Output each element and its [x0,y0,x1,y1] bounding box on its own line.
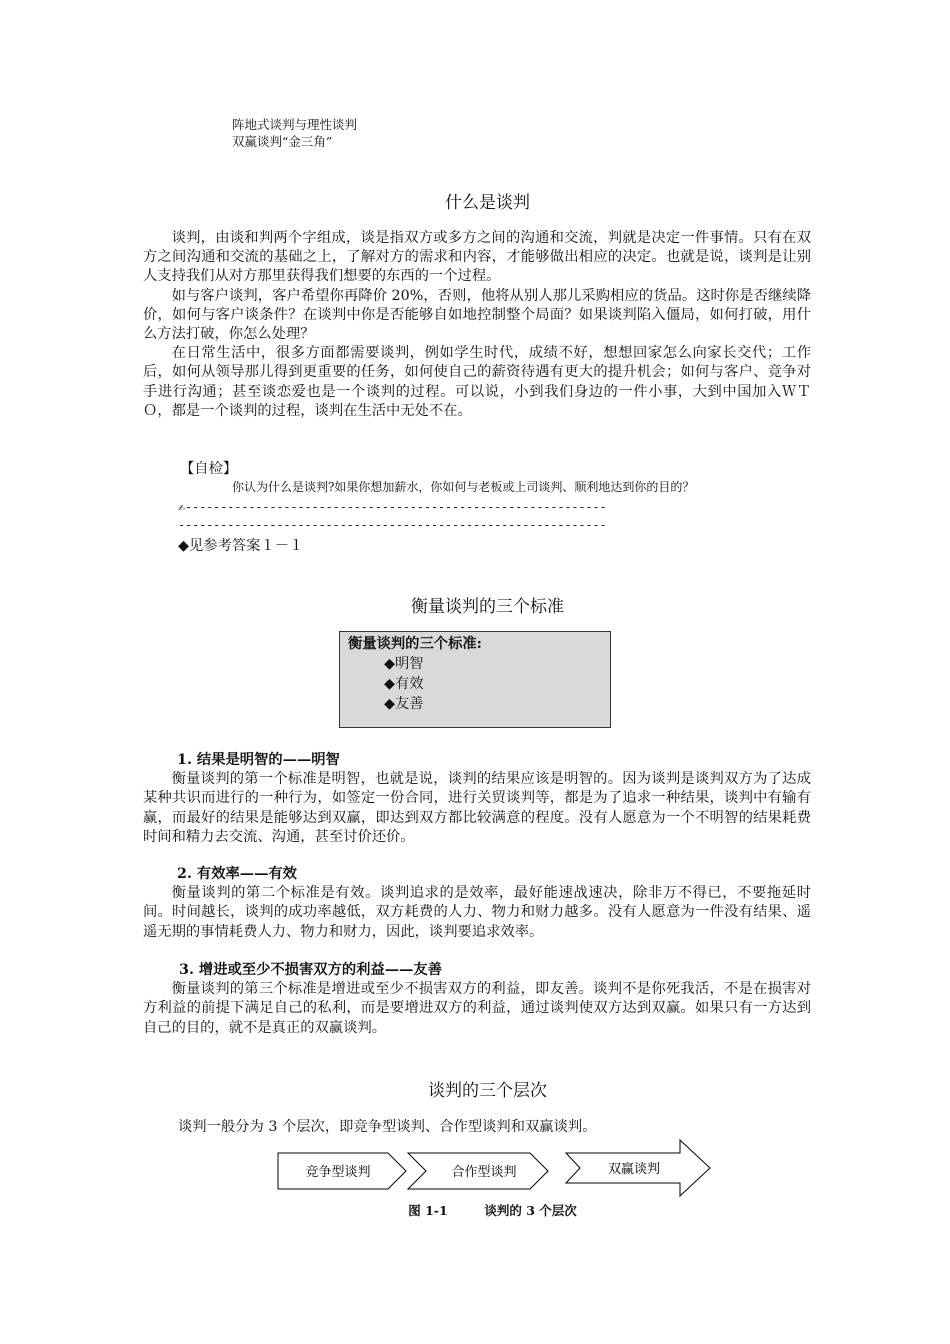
paragraph: 衡量谈判的第二个标准是有效。谈判追求的是效率，最好能速战速决，除非万不得已，不要拖延时间。时间越长，谈判的成功率越低，双方耗费的人力、物力和财力越多。没有人愿意为一件没有结果、遥遥无期的事情耗费人力、物力和财力，因此，谈判要追求效率。 [143,885,811,940]
section-heading: 谈判的三个层次 [428,1081,547,1101]
box-title: 衡量谈判的三个标准: [348,636,482,652]
toc-line: 阵地式谈判与理性谈判 [232,117,358,132]
selfcheck-label: 【自检】 [180,461,238,477]
section-heading: 衡量谈判的三个标准 [411,597,564,617]
standard-item [143,961,811,1038]
figure-title: 谈判的 3 个层次 [484,1203,577,1218]
answer-line: ------------------------------------------------------------- [178,518,607,532]
box-item: ◆明智 [384,656,424,672]
subsection-title: 1. 结果是明智的——明智 [177,752,340,768]
box-item: ◆有效 [384,676,424,692]
standards-box [339,631,611,728]
level-label: 合作型谈判 [451,1164,517,1179]
selfcheck-question: 你认为什么是谈判?如果你想加薪水，你如何与老板或上司谈判、顺利地达到你的目的？ [232,480,695,494]
subsection-title: 3. 增进或至少不损害双方的利益——友善 [179,962,442,978]
section-heading: 什么是谈判 [445,193,530,213]
levels-intro: 谈判一般分为 3 个层次，即竞争型谈判、合作型谈判和双赢谈判。 [178,1119,597,1135]
standard-item [143,865,811,942]
section-body [143,229,811,421]
paragraph: 在日常生活中，很多方面都需要谈判，例如学生时代，成绩不好，想想回家怎么向家长交代；工作后，如何从领导那儿得到更重要的任务，如何使自己的薪资待遇有更大的提升机会；如何与客户、竞争对手进行沟通；甚至谈恋爱也是一个谈判的过程。可以说，小到我们身边的一件小事，大到中国加入ＷＴＯ，都是一个谈判的过程，谈判在生活中无处不在。 [143,345,811,419]
level-label: 双赢谈判 [607,1161,661,1176]
paragraph: 如与客户谈判，客户希望你再降价 20%，否则，他将从别人那儿采购相应的货品。这时你是否继续降价，如何与客户谈条件？在谈判中你是否能够自如地控制整个局面？如果谈判陷入僵局，如何打破，用什么方法打破，你怎么处理？ [143,287,811,343]
figure-number: 图 1-1 [408,1203,448,1218]
level-label: 竞争型谈判 [305,1164,371,1179]
levels-diagram [270,1135,720,1200]
figure-caption [0,1201,950,1219]
box-item: ◆友善 [384,696,424,712]
subsection-title: 2. 有效率——有效 [177,866,297,882]
paragraph: 衡量谈判的第三个标准是增进或至少不损害双方的利益，即友善。谈判不是你死我活，不是在损害对方利益的前提下满足自己的私利，而是要增进双方的利益，通过谈判使双方达到双赢。如果只有一方达到自己的目的，就不是真正的双赢谈判。 [143,981,811,1036]
answer-line: ✍------------------------------------------------------------ [178,500,607,514]
paragraph: 谈判，由谈和判两个字组成，谈是指双方或多方之间的沟通和交流，判就是决定一件事情。只有在双方之间沟通和交流的基础之上，了解对方的需求和内容，才能够做出相应的决定。也就是说，谈判是让别人支持我们从对方那里获得我们想要的东西的一个过程。 [143,230,811,285]
toc-line: 双赢谈判“金三角” [232,134,333,149]
answer-reference: ◆见参考答案１－１ [178,538,304,554]
standard-item [143,751,811,847]
paragraph: 衡量谈判的第一个标准是明智，也就是说，谈判的结果应该是明智的。因为谈判是谈判双方为了达成某种共识而进行的一种行为，如签定一份合同，进行关贸谈判等，都是为了追求一种结果，谈判中有输有赢，而最好的结果是能够达到双赢，即达到双方都比较满意的程度。没有人愿意为一个不明智的结果耗费时间和精力去交流、沟通，甚至讨价还价。 [143,771,811,845]
